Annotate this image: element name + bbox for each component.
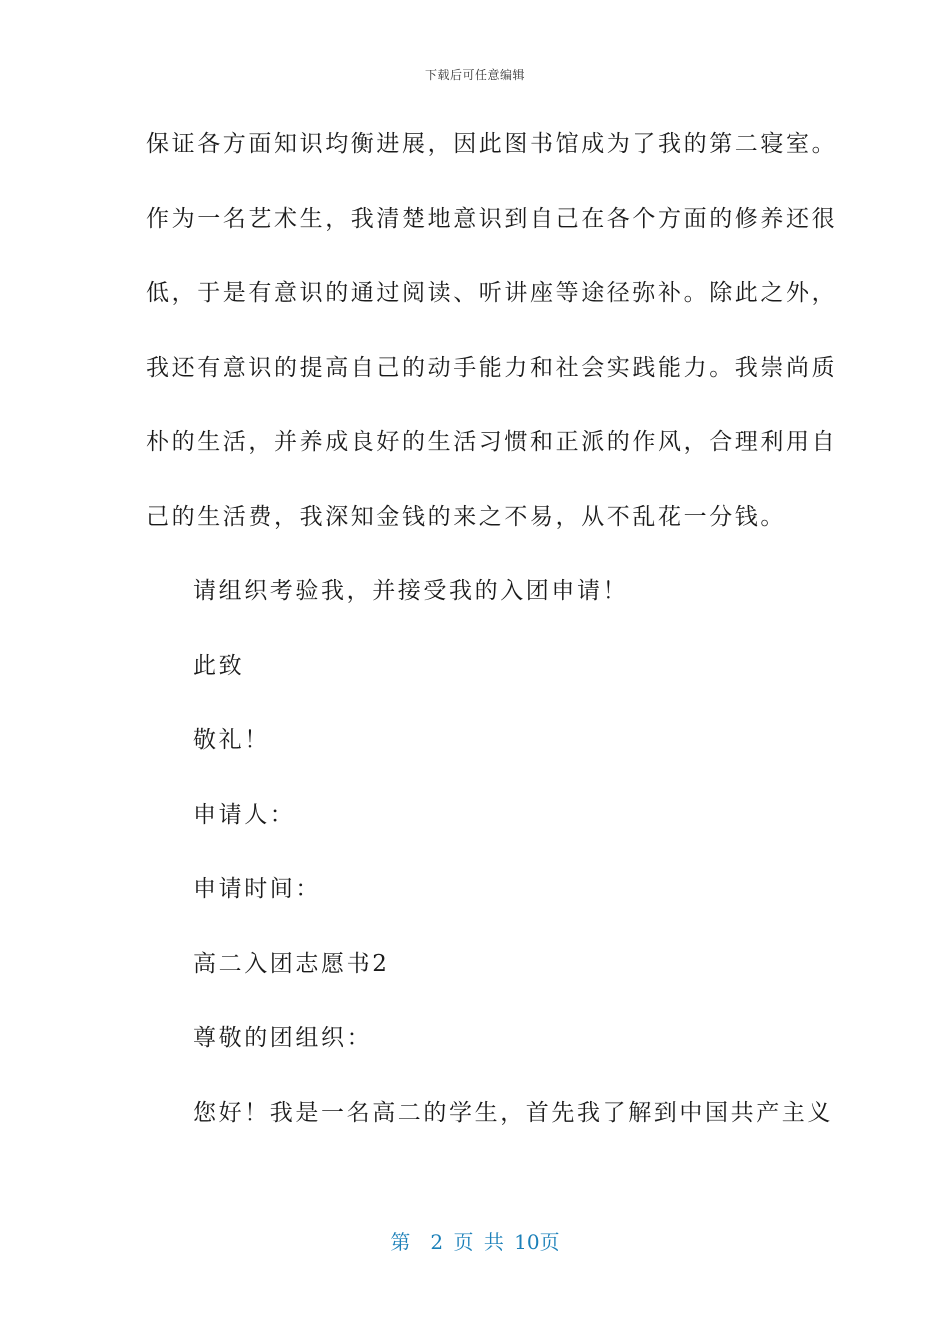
salutation-cizhi: 此致 [193,652,245,679]
paragraph-line: 低，于是有意识的通过阅读、听讲座等途径弥补。除此之外， [146,280,838,306]
paragraph-line: 您好！我是一名高二的学生，首先我了解到中国共产主义 [193,1099,833,1126]
paragraph-line: 朴的生活，并养成良好的生活习惯和正派的作风，合理利用自 [146,429,838,455]
paragraph-line: 作为一名艺术生，我清楚地意识到自己在各个方面的修养还很 [146,205,838,232]
greeting: 尊敬的团组织： [193,1025,373,1051]
salutation-jingli: 敬礼！ [193,727,270,753]
application-date-label: 申请时间： [193,876,321,902]
section-title: 高二入团志愿书2 [193,950,390,977]
document-body [146,120,838,1163]
page-header: 下载后可任意编辑 [424,68,525,82]
paragraph-line: 保证各方面知识均衡进展，因此图书馆成为了我的第二寝室。 [146,131,838,157]
request-line: 请组织考验我，并接受我的入团申请！ [193,578,629,604]
paragraph-line: 我还有意识的提高自己的动手能力和社会实践能力。我崇尚质 [146,354,838,381]
paragraph-line: 己的生活费，我深知金钱的来之不易，从不乱花一分钱。 [146,503,786,530]
applicant-label: 申请人： [193,801,296,828]
page-footer: 第 2 页 共 10页 [390,1230,560,1254]
